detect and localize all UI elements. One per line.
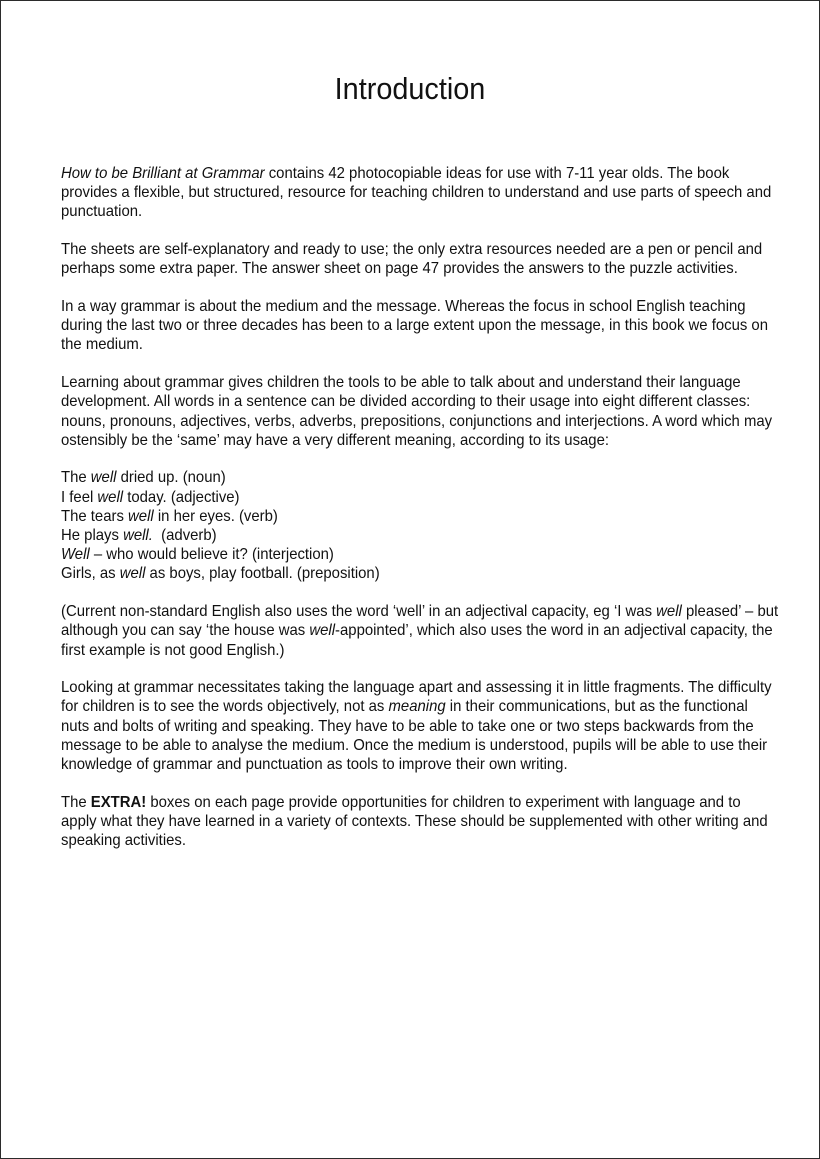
example-list: [61, 468, 779, 583]
paragraph-resources: The sheets are self-explanatory and ready to use; the only extra resources needed are a pen or pencil and perhaps some extra paper. The answer sheet on page 47 provides the answers to the puzzle activities.: [61, 241, 763, 278]
document-body: [61, 164, 779, 869]
paragraph-book-description: [61, 164, 779, 222]
example-preposition: Girls, as well as boys, play football. (preposition): [61, 565, 380, 583]
paragraph-text: contains 42 photocopiable ideas for use with 7-11 year olds. The book provides a flexible, but structured, resource for teaching children to understand and use parts of speech and punctuation.: [61, 165, 772, 221]
example-noun: The well dried up. (noun): [61, 469, 226, 487]
paragraph-medium-message: In a way grammar is about the medium and the message. Whereas the focus in school English teaching during the last two or three decades has been to a large extent upon the message, in this book we focus on the medium.: [61, 298, 768, 354]
page-title: Introduction: [334, 71, 486, 106]
extra-label: EXTRA!: [90, 793, 147, 811]
example-verb: The tears well in her eyes. (verb): [61, 507, 278, 525]
paragraph-looking-at-grammar: Looking at grammar necessitates taking the language apart and assessing it in little fragments. The difficulty for children is to see the words objectively, not as meaning in their communications, but as the functional nuts and bolts of writing and speaking. They have to be able to take one or two steps backwards from the message to be able to analyse the medium. Once the medium is understood, pupils will be able to use their knowledge of grammar and punctuation as tools to improve their own writing.: [61, 679, 772, 774]
book-title: How to be Brilliant at Grammar: [61, 165, 265, 182]
example-adjective: I feel well today. (adjective): [61, 488, 240, 506]
paragraph-non-standard-note: (Current non-standard English also uses the word ‘well’ in an adjectival capacity, eg ‘I was well pleased’ – but although you can say ‘the house was well-appointed’, which also uses the word in an adjectival capacity, the first example is not good English.): [61, 603, 779, 659]
paragraph-extra-boxes: The EXTRA! boxes on each page provide opportunities for children to experiment with language and to apply what they have learned in a variety of contexts. These should be supplemented with other writing and speaking activities.: [61, 793, 768, 850]
example-interjection: Well – who would believe it? (interjection): [61, 546, 334, 564]
example-adverb: He plays well. (adverb): [61, 527, 217, 545]
paragraph-word-classes: Learning about grammar gives children the tools to be able to talk about and understand their language development. All words in a sentence can be divided according to their usage into eight different classes: nouns, pronouns, adjectives, verbs, adverbs, prepositions, conjunctions and interjections. A word which may ostensibly be the ‘same’ may have a very different meaning, according to its usage:: [61, 374, 773, 449]
